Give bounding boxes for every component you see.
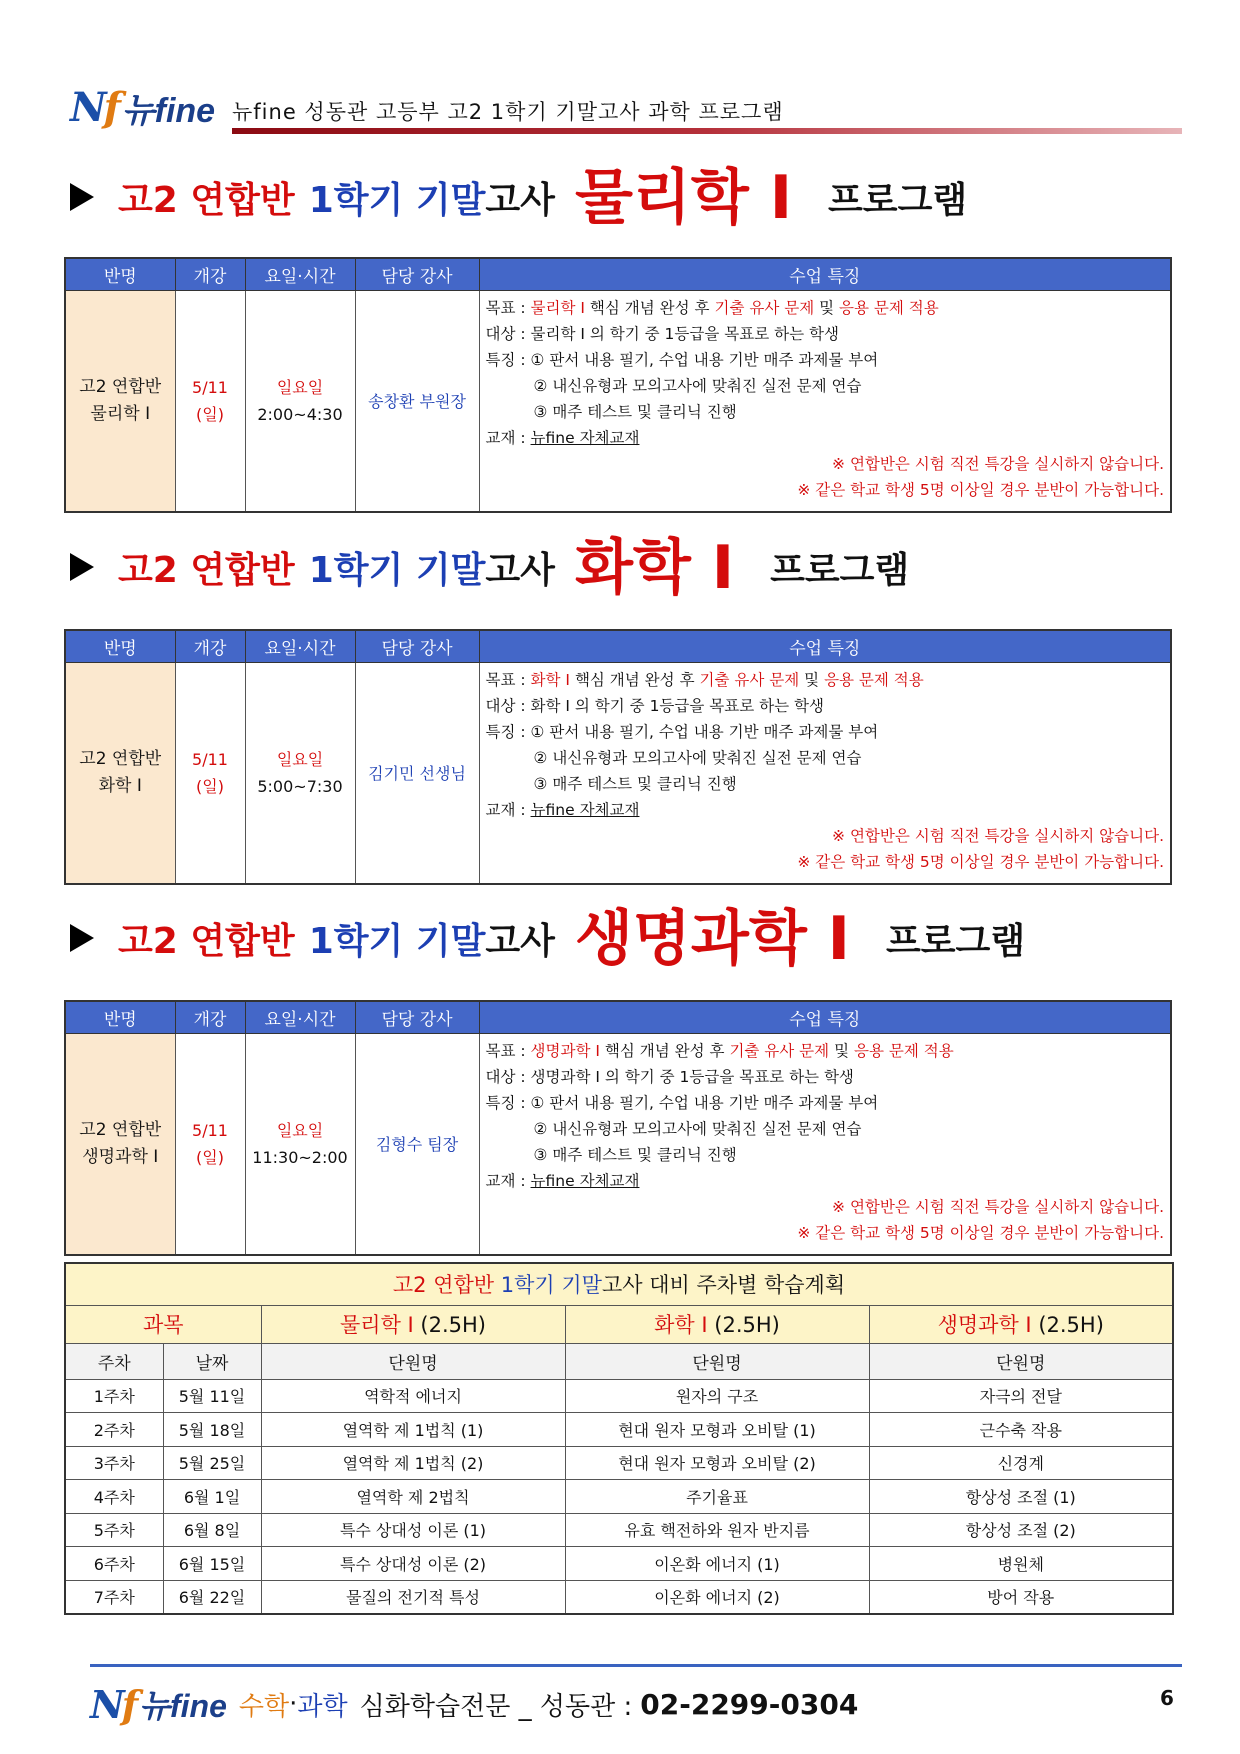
triangle-bullet-icon	[70, 924, 94, 952]
plan-title: 고2 연합반 1학기 기말고사 대비 주차별 학습계획	[65, 1263, 1173, 1305]
plan-cell-date: 6월 8일	[163, 1513, 261, 1547]
plan-cell-chemistry: 주기율표	[565, 1480, 869, 1514]
plan-cell-chemistry: 유효 핵전하와 원자 반지름	[565, 1513, 869, 1547]
plan-cell-physics: 역학적 에너지	[261, 1379, 565, 1413]
plan-subject-row	[65, 1305, 1173, 1343]
note-line-2: ※ 같은 학교 학생 5명 이상일 경우 분반이 가능합니다.	[797, 480, 1164, 499]
col-start: 개강	[175, 258, 245, 290]
table-row	[65, 290, 1171, 512]
triangle-bullet-icon	[70, 553, 94, 581]
page-title: 뉴fine 성동관 고등부 고2 1학기 기말고사 과학 프로그램	[232, 100, 784, 124]
col-features: 수업 특징	[479, 258, 1171, 290]
plan-cell-biology: 항상성 조절 (2)	[869, 1513, 1173, 1547]
subject-chemistry: 화학 I (2.5H)	[565, 1305, 869, 1343]
col-class: 반명	[65, 258, 175, 290]
plan-cell-chemistry: 이온화 에너지 (2)	[565, 1580, 869, 1614]
material-line: 교재 : 뉴fine 자체교재	[485, 800, 640, 819]
section-title-physics	[70, 162, 967, 232]
plan-cell-physics: 열역학 제 1법칙 (1)	[261, 1413, 565, 1447]
plan-cell-biology: 근수축 작용	[869, 1413, 1173, 1447]
plan-cell-date: 5월 25일	[163, 1446, 261, 1480]
table-row	[65, 1446, 1173, 1480]
note-line-1: ※ 연합반은 시험 직전 특강을 실시하지 않습니다.	[832, 1197, 1164, 1216]
target-line: 대상 : 물리학 I 의 학기 중 1등급을 목표로 하는 학생	[485, 324, 839, 343]
title-subject: 화학 I	[574, 533, 735, 603]
material-line: 교재 : 뉴fine 자체교재	[485, 428, 640, 447]
title-suffix: 프로그램	[828, 179, 968, 221]
note-line-1: ※ 연합반은 시험 직전 특강을 실시하지 않습니다.	[832, 454, 1164, 473]
feature-line-1: 특징 : ① 판서 내용 필기, 수업 내용 기반 매주 과제물 부여	[485, 350, 879, 369]
plan-cell-date: 6월 1일	[163, 1480, 261, 1514]
col-class: 반명	[65, 1001, 175, 1033]
footer-tag-dot: ·	[289, 1689, 298, 1719]
subject-biology: 생명과학 I (2.5H)	[869, 1305, 1173, 1343]
plan-cell-physics: 열역학 제 1법칙 (2)	[261, 1446, 565, 1480]
plan-cell-chemistry: 이온화 에너지 (1)	[565, 1547, 869, 1581]
footer-logo-mark: Nf	[90, 1681, 136, 1727]
plan-cell-date: 5월 18일	[163, 1413, 261, 1447]
feature-line-1: 특징 : ① 판서 내용 필기, 수업 내용 기반 매주 과제물 부여	[485, 1093, 879, 1112]
plan-cell-week: 6주차	[65, 1547, 163, 1581]
unit-header-chemistry: 단원명	[565, 1343, 869, 1379]
section-title-biology	[70, 903, 1025, 973]
schedule-cell: 일요일 11:30~2:00	[245, 1033, 355, 1255]
week-header: 주차	[65, 1343, 163, 1379]
col-class: 반명	[65, 630, 175, 662]
col-start: 개강	[175, 1001, 245, 1033]
title-term: 1학기 기말	[308, 179, 486, 221]
table-header-row	[65, 1001, 1171, 1033]
goal-line: 목표 : 생명과학 I 핵심 개념 완성 후 기출 유사 문제 및 응용 문제 적용	[485, 1041, 954, 1060]
plan-cell-physics: 특수 상대성 이론 (1)	[261, 1513, 565, 1547]
table-row	[65, 1033, 1171, 1255]
col-teacher: 담당 강사	[355, 258, 479, 290]
feature-line-3: ③ 매주 테스트 및 클리닉 진행	[533, 1145, 737, 1164]
footer-divider	[90, 1664, 1182, 1667]
weekly-plan-table	[64, 1262, 1174, 1615]
title-term: 1학기 기말	[308, 920, 486, 962]
plan-cell-week: 2주차	[65, 1413, 163, 1447]
plan-cell-biology: 신경계	[869, 1446, 1173, 1480]
goal-line: 목표 : 물리학 I 핵심 개념 완성 후 기출 유사 문제 및 응용 문제 적용	[485, 298, 939, 317]
header-divider	[232, 128, 1182, 134]
features-cell	[479, 290, 1171, 512]
class-name-cell: 고2 연합반 화학 I	[65, 662, 175, 884]
program-table-chemistry	[64, 629, 1172, 885]
unit-header-biology: 단원명	[869, 1343, 1173, 1379]
teacher-cell: 김기민 선생님	[355, 662, 479, 884]
feature-line-1: 특징 : ① 판서 내용 필기, 수업 내용 기반 매주 과제물 부여	[485, 722, 879, 741]
table-row	[65, 1513, 1173, 1547]
note-line-2: ※ 같은 학교 학생 5명 이상일 경우 분반이 가능합니다.	[797, 1223, 1164, 1242]
title-suffix: 프로그램	[770, 549, 910, 591]
footer-tag-science: 과학	[297, 1691, 348, 1722]
footer-logo-brand: 뉴fine	[139, 1688, 227, 1724]
target-line: 대상 : 화학 I 의 학기 중 1등급을 목표로 하는 학생	[485, 696, 824, 715]
plan-cell-chemistry: 현대 원자 모형과 오비탈 (1)	[565, 1413, 869, 1447]
col-start: 개강	[175, 630, 245, 662]
plan-cell-physics: 열역학 제 2법칙	[261, 1480, 565, 1514]
logo-brand: 뉴fine	[121, 91, 216, 130]
class-name-cell: 고2 연합반 물리학 I	[65, 290, 175, 512]
table-row	[65, 1379, 1173, 1413]
plan-cell-biology: 항상성 조절 (1)	[869, 1480, 1173, 1514]
col-time: 요일·시간	[245, 258, 355, 290]
title-suffix: 프로그램	[886, 920, 1026, 962]
title-subject: 생명과학 I	[574, 904, 850, 974]
col-features: 수업 특징	[479, 630, 1171, 662]
schedule-cell: 일요일 5:00~7:30	[245, 662, 355, 884]
goal-line: 목표 : 화학 I 핵심 개념 완성 후 기출 유사 문제 및 응용 문제 적용	[485, 670, 924, 689]
plan-cell-physics: 물질의 전기적 특성	[261, 1580, 565, 1614]
footer-tagline: 심화학습전문 _ 성동관 :	[359, 1691, 633, 1722]
schedule-cell: 일요일 2:00~4:30	[245, 290, 355, 512]
col-features: 수업 특징	[479, 1001, 1171, 1033]
title-prefix: 고2 연합반	[118, 920, 295, 962]
plan-cell-week: 4주차	[65, 1480, 163, 1514]
table-row	[65, 662, 1171, 884]
feature-line-2: ② 내신유형과 모의고사에 맞춰진 실전 문제 연습	[533, 748, 862, 767]
start-date-cell: 5/11 (일)	[175, 662, 245, 884]
program-table-biology	[64, 1000, 1172, 1256]
target-line: 대상 : 생명과학 I 의 학기 중 1등급을 목표로 하는 학생	[485, 1067, 854, 1086]
title-prefix: 고2 연합반	[118, 179, 295, 221]
plan-cell-physics: 특수 상대성 이론 (2)	[261, 1547, 565, 1581]
material-line: 교재 : 뉴fine 자체교재	[485, 1171, 640, 1190]
feature-line-2: ② 내신유형과 모의고사에 맞춰진 실전 문제 연습	[533, 1119, 862, 1138]
plan-cell-date: 6월 15일	[163, 1547, 261, 1581]
col-teacher: 담당 강사	[355, 630, 479, 662]
title-term: 1학기 기말	[308, 549, 486, 591]
plan-cell-biology: 병원체	[869, 1547, 1173, 1581]
plan-title-row	[65, 1263, 1173, 1305]
note-line-1: ※ 연합반은 시험 직전 특강을 실시하지 않습니다.	[832, 826, 1164, 845]
note-line-2: ※ 같은 학교 학생 5명 이상일 경우 분반이 가능합니다.	[797, 852, 1164, 871]
plan-cell-chemistry: 현대 원자 모형과 오비탈 (2)	[565, 1446, 869, 1480]
footer	[90, 1680, 858, 1728]
table-header-row	[65, 630, 1171, 662]
subject-label: 과목	[65, 1305, 261, 1343]
feature-line-3: ③ 매주 테스트 및 클리닉 진행	[533, 402, 737, 421]
col-time: 요일·시간	[245, 1001, 355, 1033]
title-subject: 물리학 I	[574, 163, 793, 233]
date-header: 날짜	[163, 1343, 261, 1379]
col-time: 요일·시간	[245, 630, 355, 662]
table-row	[65, 1480, 1173, 1514]
footer-tag-math: 수학	[238, 1691, 290, 1722]
triangle-bullet-icon	[70, 183, 94, 211]
table-row	[65, 1580, 1173, 1614]
unit-header-physics: 단원명	[261, 1343, 565, 1379]
plan-cell-biology: 방어 작용	[869, 1580, 1173, 1614]
plan-cell-biology: 자극의 전달	[869, 1379, 1173, 1413]
start-date-cell: 5/11 (일)	[175, 1033, 245, 1255]
plan-cell-week: 3주차	[65, 1446, 163, 1480]
table-row	[65, 1547, 1173, 1581]
teacher-cell: 김형수 팀장	[355, 1033, 479, 1255]
plan-cell-date: 6월 22일	[163, 1580, 261, 1614]
plan-cell-week: 7주차	[65, 1580, 163, 1614]
page-number: 6	[1160, 1686, 1174, 1710]
title-exam: 고사	[485, 549, 555, 591]
subject-physics: 물리학 I (2.5H)	[261, 1305, 565, 1343]
title-exam: 고사	[485, 920, 555, 962]
class-name-cell: 고2 연합반 생명과학 I	[65, 1033, 175, 1255]
plan-cell-week: 5주차	[65, 1513, 163, 1547]
title-exam: 고사	[485, 179, 555, 221]
footer-phone: 02-2299-0304	[640, 1687, 859, 1721]
start-date-cell: 5/11 (일)	[175, 290, 245, 512]
teacher-cell: 송창환 부원장	[355, 290, 479, 512]
feature-line-3: ③ 매주 테스트 및 클리닉 진행	[533, 774, 737, 793]
plan-column-header-row	[65, 1343, 1173, 1379]
feature-line-2: ② 내신유형과 모의고사에 맞춰진 실전 문제 연습	[533, 376, 862, 395]
table-header-row	[65, 258, 1171, 290]
title-prefix: 고2 연합반	[118, 549, 295, 591]
col-teacher: 담당 강사	[355, 1001, 479, 1033]
header-logo	[70, 82, 215, 132]
features-cell	[479, 662, 1171, 884]
logo-mark: Nf	[70, 83, 118, 131]
features-cell	[479, 1033, 1171, 1255]
program-table-physics	[64, 257, 1172, 513]
plan-cell-chemistry: 원자의 구조	[565, 1379, 869, 1413]
plan-cell-week: 1주차	[65, 1379, 163, 1413]
plan-cell-date: 5월 11일	[163, 1379, 261, 1413]
table-row	[65, 1413, 1173, 1447]
section-title-chemistry	[70, 532, 909, 602]
